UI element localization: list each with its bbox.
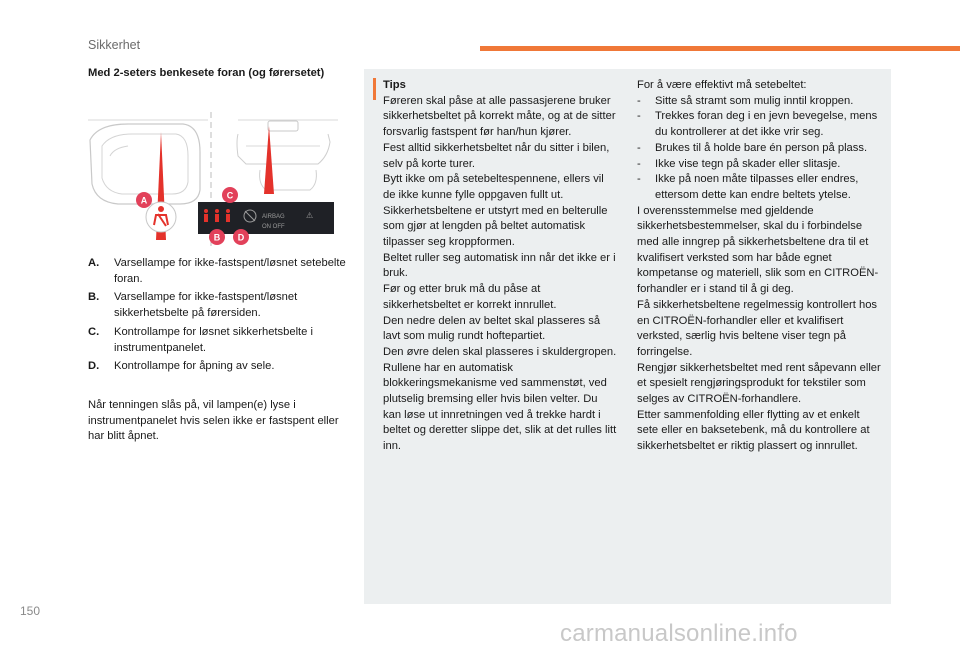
legend-key: C. <box>88 325 100 338</box>
dashboard-illustration <box>88 112 343 248</box>
requirement-text: Ikke på noen måte tilpasses eller endres, ettersom dette kan endre beltets ytelse. <box>655 173 859 201</box>
maintenance-text: Etter sammenfolding eller flytting av et enkelt sete eller en baksetebenk, må du kontrollere at sikkerhetsbeltet er riktig plassert og innrullet. <box>637 408 870 453</box>
legend-item <box>88 325 348 356</box>
legend-list <box>88 256 348 378</box>
requirement-text: Trekkes foran deg i en jevn bevegelse, mens du kontrollerer at det ikke vrir seg. <box>655 110 878 139</box>
section-heading: Med 2-seters benkesete foran (og førersetet) <box>88 67 325 79</box>
requirement-text: Ikke vise tegn på skader eller slitasje. <box>655 157 841 170</box>
requirement-text: Sitte så stramt som mulig inntil kroppen. <box>655 94 854 107</box>
legend-key: A. <box>88 257 100 269</box>
airbag-onoff-label: ON OFF <box>262 224 285 230</box>
legend-text: Kontrollampe for åpning av sele. <box>114 360 275 373</box>
label-a: A <box>140 195 148 206</box>
label-c: C <box>226 190 234 201</box>
seatbelt-warning-figure <box>88 112 343 248</box>
bullet-dash: - <box>637 141 641 154</box>
left-column <box>88 66 343 82</box>
requirement-text: Brukes til å holde bare én person på plass. <box>655 141 868 154</box>
legend-text: Varsellampe for ikke-fastspent/løsnet sikkerhetsbelte på førersiden. <box>114 291 298 320</box>
maintenance-text: Få sikkerhetsbeltene regelmessig kontrollert hos en CITROËN-forhandler eller et kvalifisert verksted, særlig hvis beltene viser tegn på forringelse. <box>637 298 878 358</box>
maintenance-text: I overensstemmelse med gjeldende sikkerhetsbestemmelser, skal du i forbindelse med alle inngrep på sikkerhetsbeltene dra til et kvalifisert verksted som har både egnet kompetanse og materiell, slik som en CITROËN-forhandler er i stand til å gi deg. <box>637 204 879 296</box>
requirement-item <box>637 157 882 173</box>
tips-line: Den øvre delen skal plasseres i skuldergropen. <box>383 345 617 358</box>
watermark: carmanualsonline.info <box>560 620 798 647</box>
requirement-item <box>637 141 882 157</box>
legend-key: D. <box>88 360 100 373</box>
bullet-dash: - <box>637 110 641 123</box>
requirement-item <box>637 172 882 203</box>
page-number: 150 <box>20 604 41 618</box>
tips-line: Rullene har en automatisk blokkeringsmekanisme ved sammenstøt, ved plutselig bremsing eller hvis bilen velter. Du kan løse ut innretningen ved å trekke hardt i beltet og deretter slippe det, slik at det rulles litt inn. <box>383 361 617 453</box>
legend-item <box>88 256 348 287</box>
tips-accent-bar <box>373 78 376 100</box>
header-accent-bar <box>480 46 960 51</box>
airbag-label: AIRBAG <box>262 214 285 220</box>
bullet-dash: - <box>637 94 641 107</box>
legend-key: B. <box>88 291 100 304</box>
svg-text:⚠: ⚠ <box>306 211 314 220</box>
section-title: Sikkerhet <box>88 38 141 52</box>
tips-line: Fest alltid sikkerhetsbeltet når du sitter i bilen, selv på korte turer. <box>383 141 610 170</box>
legend-text: Kontrollampe for løsnet sikkerhetsbelte i instrumentpanelet. <box>114 325 313 354</box>
requirements-intro: For å være effektivt må setebeltet: <box>637 79 807 91</box>
tips-line: Beltet ruller seg automatisk inn når det ikke er i bruk. <box>383 251 616 280</box>
label-b: B <box>213 232 221 243</box>
legend-item <box>88 290 348 321</box>
legend-item <box>88 359 348 375</box>
tips-line: Føreren skal påse at alle passasjerene bruker sikkerhetsbeltet på korrekt måte, og at de sitter forsvarlig fastspent før han/hun kjører. <box>383 94 616 139</box>
tips-line: Før og etter bruk må du påse at sikkerhetsbeltet er korrekt innrullet. <box>383 283 557 311</box>
tips-line: Sikkerhetsbeltene er utstyrt med en belterulle som gjør at lengden på beltet automatisk tilpasser seg kroppformen. <box>383 204 608 249</box>
ignition-paragraph: Når tenningen slås på, vil lampen(e) lyse i instrumentpanelet hvis selen ikke er fastspent eller har blitt åpnet. <box>88 399 339 443</box>
label-d: D <box>237 232 245 243</box>
tips-title: Tips <box>383 79 406 91</box>
bullet-dash: - <box>637 157 641 170</box>
requirement-item <box>637 94 882 110</box>
requirements-column <box>637 78 882 455</box>
tips-line: Den nedre delen av beltet skal plasseres så lavt som mulig rundt hoftepartiet. <box>383 314 601 343</box>
tips-line: Bytt ikke om på setebeltespennene, ellers vil de ikke kunne fylle oppgaven fullt ut. <box>383 173 604 201</box>
tips-column <box>383 78 618 455</box>
maintenance-text: Rengjør sikkerhetsbeltet med rent såpevann eller et spesielt rengjøringsprodukt for tekstiler som selges av CITROËN-forhandlere. <box>637 361 881 406</box>
legend-text: Varsellampe for ikke-fastspent/løsnet setebelte foran. <box>114 257 346 285</box>
bullet-dash: - <box>637 173 641 186</box>
requirement-item <box>637 109 882 140</box>
